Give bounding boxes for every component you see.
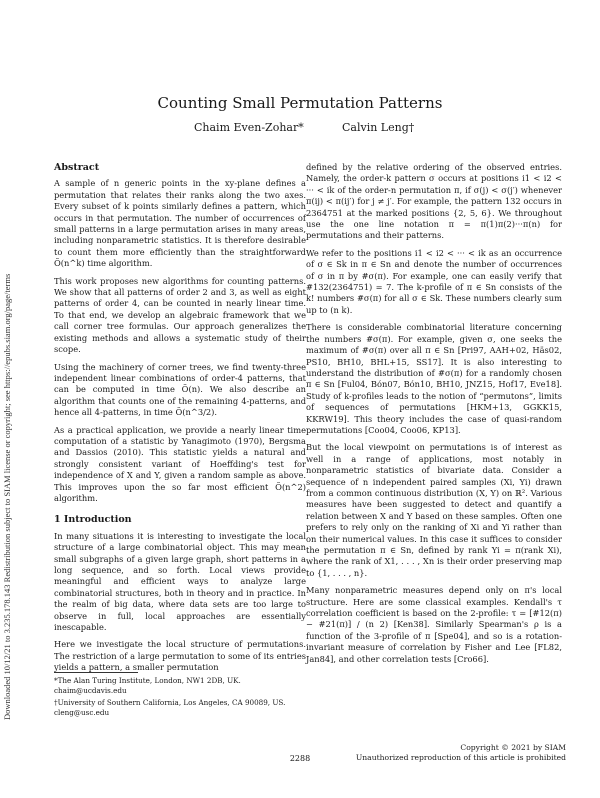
author-1: Chaim Even-Zohar*: [194, 121, 304, 134]
footnote-2: †University of Southern California, Los Angeles, CA 90089, US. cleng@usc.edu: [54, 698, 286, 717]
copyright-line: Copyright © 2021 by SIAM: [460, 743, 566, 752]
body-paragraph: There is considerable combinatorial literature concerning the numbers #σ(π). For example, given σ, one seeks the maximum of #σ(π) over all π ∈ Sn [Pri97, AAH+02, Häs02, PS10, BH10, BHL+15, SS17]. It is also interesting to understand the distribution of #σ(π) for a randomly chosen π ∈ Sn [Ful04, Bón07, Bón10, BH10, JNZ15, Hof17, Eve18]. Study of k-profiles leads to the notion of “permutons”, limits of sequences of permutations [HKM+13, GGKK15, KKRW19]. This theory includes the case of quasi-random permutations [Coo04, Coo06, KP13].: [306, 322, 562, 435]
page-number: 2288: [289, 754, 311, 763]
download-notice: Downloaded 10/12/21 to 3.235.178.143 Redistribution subject to SIAM license or copyright; see https://epubs.siam.org/page/terms: [2, 273, 12, 720]
abstract-heading: Abstract: [54, 162, 100, 173]
body-paragraph: Many nonparametric measures depend only on π's local structure. Here are some classical examples. Kendall's τ correlation coefficient is based on the 2-profile: τ = [#12(π) − #21(π)] / (n 2) [Ken38]. Similarly Spearman's ρ is a function of the 3-profile of π [Spe04], and so is a rotation-invariant measure of correlation by Fisher and Lee [FL82, Jan84], and other correlation tests [Cro66].: [306, 585, 562, 664]
footnote-rule: [54, 672, 138, 673]
reproduction-notice: Unauthorized reproduction of this article is prohibited: [355, 753, 566, 762]
footnote-1: *The Alan Turing Institute, London, NW1 2DB, UK. chaim@ucdavis.edu: [54, 676, 241, 695]
intro-paragraph: Here we investigate the local structure of permutations. The restriction of a large permutation to some of its entries yields a pattern, a smaller permutation: [54, 639, 306, 673]
body-paragraph: defined by the relative ordering of the observed entries. Namely, the order-k pattern σ occurs at positions i1 < i2 < ··· < ik of the order-n permutation π, if σ(j) < σ(j′) whenever π(ij) < π(ij′) for j ≠ j′. For example, the pattern 132 occurs in 2364751 at the marked positions {2, 5, 6}. We throughout use the one line notation π = π(1)π(2)···π(n) for permutations and their patterns.: [306, 162, 562, 241]
author-2: Calvin Leng†: [342, 121, 415, 134]
abstract-paragraph: A sample of n generic points in the xy-plane defines a permutation that relates their ranks along the two axes. Every subset of k points similarly defines a pattern, which occurs in that permutation. The number of occurrences of small patterns in a large permutation arises in many areas, including nonparametric statistics. It is therefore desirable to count them more efficiently than the straightforward Õ(n^k) time algorithm.: [54, 178, 306, 269]
footnotes: [54, 672, 306, 720]
paper-title: Counting Small Permutation Patterns: [157, 94, 443, 112]
download-sidebar: [2, 120, 16, 720]
body-paragraph: We refer to the positions i1 < i2 < ··· < ik as an occurrence of σ ∈ Sk in π ∈ Sn and denote the number of occurrences of σ in π by #σ(π). For example, one can easily verify that #132(2364751) = 7. The k-profile of π ∈ Sn consists of the k! numbers #σ(π) for all σ ∈ Sk. These numbers clearly sum up to (n k).: [306, 247, 562, 315]
right-column: [306, 162, 562, 671]
intro-heading: 1 Introduction: [54, 514, 132, 526]
abstract-paragraph: Using the machinery of corner trees, we find twenty-three independent linear combinations of order-4 patterns, that can be computed in time Õ(n). We also describe an algorithm that counts one of the remaining 4-patterns, and hence all 4-patterns, in time Õ(n^3/2).: [54, 361, 306, 418]
abstract-paragraph: As a practical application, we provide a nearly linear time computation of a statistic by Yanagimoto (1970), Bergsma and Dassios (2010). This statistic yields a natural and strongly consistent variant of Hoeffding's test for independence of X and Y, given a random sample as above. This improves upon the so far most efficient Õ(n^2) algorithm.: [54, 424, 306, 503]
body-paragraph: But the local viewpoint on permutations is of interest as well in a range of applications, most notably in nonparametric statistics of bivariate data. Consider a sequence of n independent paired samples (Xi, Yi) drawn from a common continuous distribution (X, Y) on ℝ². Various measures have been suggested to detect and quantify a relation between X and Y based on these samples. Often one prefers to rely only on the ranking of Xi and Yi rather than on their numerical values. In this case it suffices to consider the permutation π ∈ Sn, defined by rank Yi = π(rank Xi), where the rank of X1, . . . , Xn is their order preserving map to {1, . . . , n}.: [306, 442, 562, 578]
left-column: [54, 162, 306, 680]
abstract-paragraph: This work proposes new algorithms for counting patterns. We show that all patterns of order 2 and 3, as well as eight patterns of order 4, can be counted in nearly linear time. To that end, we develop an algebraic framework that we call corner tree formulas. Our approach generalizes the existing methods and allows a systematic study of their scope.: [54, 275, 306, 355]
intro-paragraph: In many situations it is interesting to investigate the local structure of a large combinatorial object. This may mean small subgraphs of a given large graph, short patterns in a long sequence, and so forth. Local views provide meaningful and efficient ways to analyze large combinatorial structures, both in theory and in practice. In the realm of big data, where data sets are too large to observe in full, local approaches are essentially inescapable.: [54, 530, 306, 633]
